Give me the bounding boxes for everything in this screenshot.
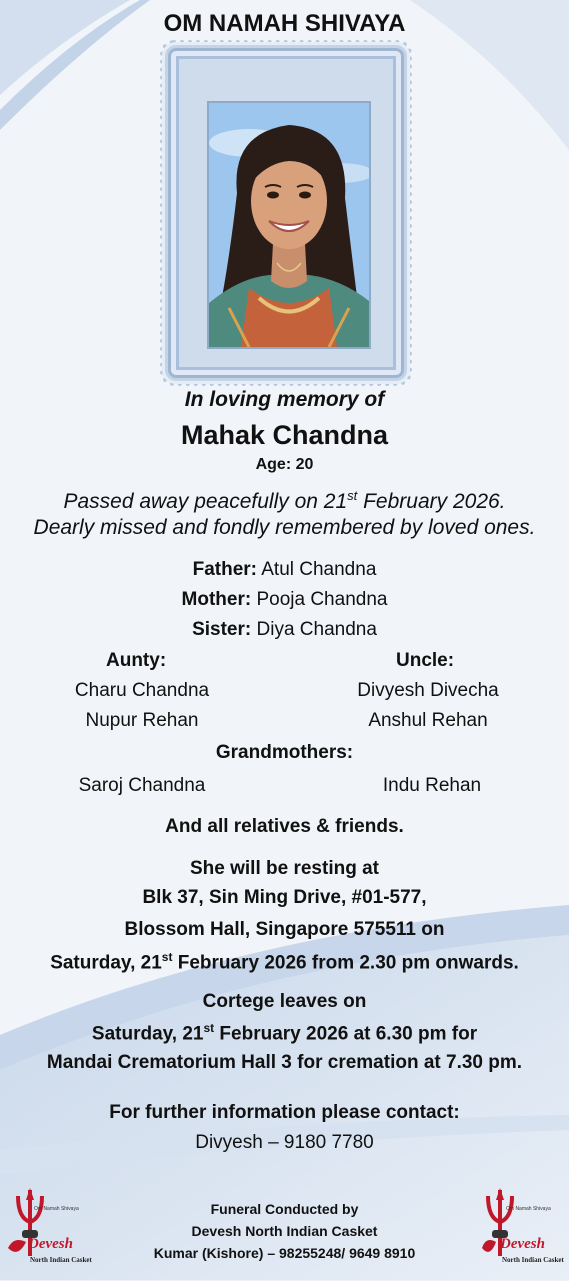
passed-away-line: Passed away peacefully on 21st February 2026. <box>63 488 506 513</box>
portrait-photo <box>207 101 371 349</box>
remembered-line: Dearly missed and fondly remembered by loved ones. <box>33 516 536 539</box>
footer-line-1: Funeral Conducted by <box>210 1201 359 1217</box>
page-title: OM NAMAH SHIVAYA <box>163 10 406 37</box>
uncle-name: Divyesh Divecha <box>357 680 499 701</box>
grandmother-name: Saroj Chandna <box>78 775 206 796</box>
deceased-age: Age: 20 <box>255 456 314 473</box>
portrait-illustration <box>209 103 369 347</box>
relatives-line: And all relatives & friends. <box>165 816 404 837</box>
grandmother-name: Indu Rehan <box>382 775 482 796</box>
aunty-name: Nupur Rehan <box>85 710 199 731</box>
devesh-logo-left <box>0 1186 90 1276</box>
resting-line-1: She will be resting at <box>190 858 379 879</box>
contact-label: For further information please contact: <box>109 1102 460 1123</box>
logo-brand: Devesh <box>500 1236 545 1252</box>
in-memory-heading: In loving memory of <box>184 388 385 411</box>
deceased-name: Mahak Chandna <box>180 420 389 450</box>
devesh-logo-right <box>478 1186 569 1276</box>
logo-subtext: North Indian Casket <box>30 1256 92 1264</box>
footer-line-2: Devesh North Indian Casket <box>191 1223 378 1239</box>
logo-top-text: Om Namah Shivaya <box>34 1206 79 1212</box>
cortege-line-1: Cortege leaves on <box>202 991 367 1012</box>
logo-subtext: North Indian Casket <box>502 1256 564 1264</box>
contact-value: Divyesh – 9180 7780 <box>195 1132 374 1153</box>
cortege-destination: Mandai Crematorium Hall 3 for cremation at 7.30 pm. <box>46 1052 523 1073</box>
logo-top-text: Om Namah Shivaya <box>506 1206 551 1212</box>
resting-datetime: Saturday, 21st February 2026 from 2.30 pm onwards. <box>50 950 519 974</box>
uncle-name: Anshul Rehan <box>368 710 488 731</box>
sister-line: Sister: Diya Chandna <box>192 619 377 640</box>
resting-address-2: Blossom Hall, Singapore 575511 on <box>124 919 445 940</box>
footer-line-3: Kumar (Kishore) – 98255248/ 9649 8910 <box>153 1245 416 1261</box>
logo-brand: Devesh <box>28 1236 73 1252</box>
aunty-name: Charu Chandna <box>74 680 210 701</box>
aunty-label: Aunty: <box>106 650 167 671</box>
uncle-label: Uncle: <box>396 650 455 671</box>
mother-line: Mother: Pooja Chandna <box>181 589 388 610</box>
resting-address-1: Blk 37, Sin Ming Drive, #01-577, <box>142 887 427 908</box>
father-line: Father: Atul Chandna <box>192 559 377 580</box>
grandmothers-label: Grandmothers: <box>215 742 354 763</box>
cortege-datetime: Saturday, 21st February 2026 at 6.30 pm for <box>91 1021 478 1045</box>
